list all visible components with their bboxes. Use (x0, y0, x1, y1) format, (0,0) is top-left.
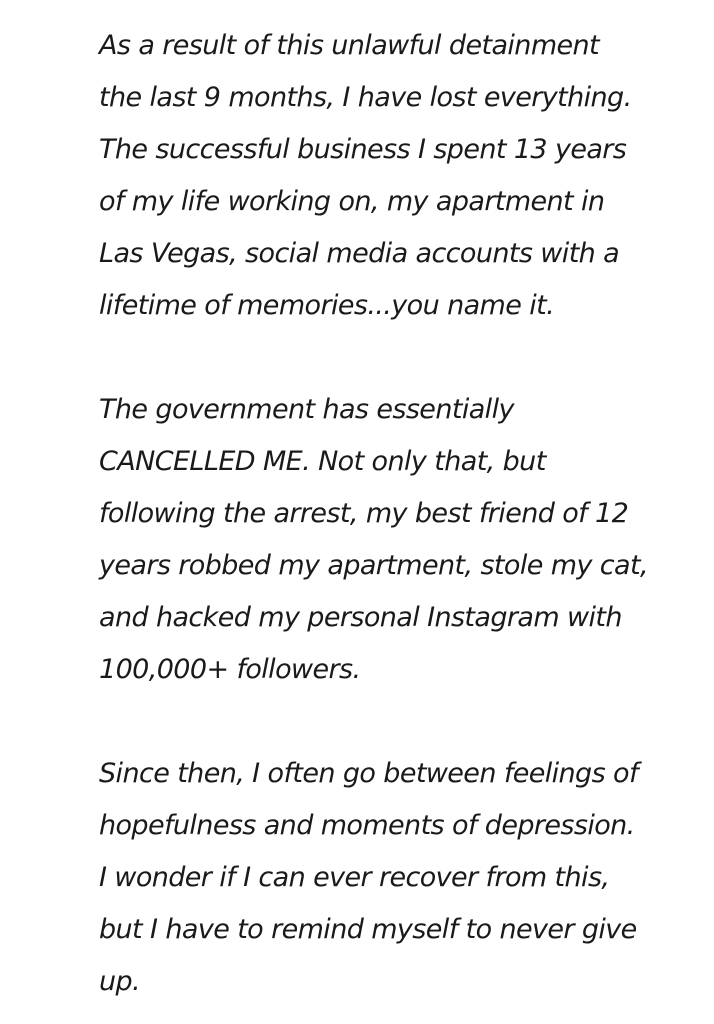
text-line: The successful business I spent 13 years (99, 134, 627, 165)
paragraph-detainment (99, 20, 699, 332)
text-line: 100,000+ followers. (99, 654, 361, 685)
text-line: lifetime of memories...you name it. (99, 290, 555, 321)
paragraph-cancelled (99, 384, 699, 696)
text-line: Las Vegas, social media accounts with a (99, 238, 620, 269)
text-line: The government has essentially (99, 394, 514, 425)
text-line: CANCELLED ME. Not only that, but (99, 446, 546, 477)
text-line: hopefulness and moments of depression. (99, 810, 635, 841)
text-line: As a result of this unlawful detainment (99, 30, 600, 61)
text-line: I wonder if I can ever recover from this, (99, 862, 610, 893)
text-line: of my life working on, my apartment in (99, 186, 605, 217)
text-line: up. (99, 966, 141, 997)
paragraph-recovery (99, 748, 699, 1008)
text-line: and hacked my personal Instagram with (99, 602, 622, 633)
text-line: years robbed my apartment, stole my cat, (99, 550, 648, 581)
text-line: the last 9 months, I have lost everything. (99, 82, 632, 113)
text-line: following the arrest, my best friend of 12 (99, 498, 629, 529)
text-line: Since then, I often go between feelings of (99, 758, 638, 789)
text-line: but I have to remind myself to never give (99, 914, 637, 945)
